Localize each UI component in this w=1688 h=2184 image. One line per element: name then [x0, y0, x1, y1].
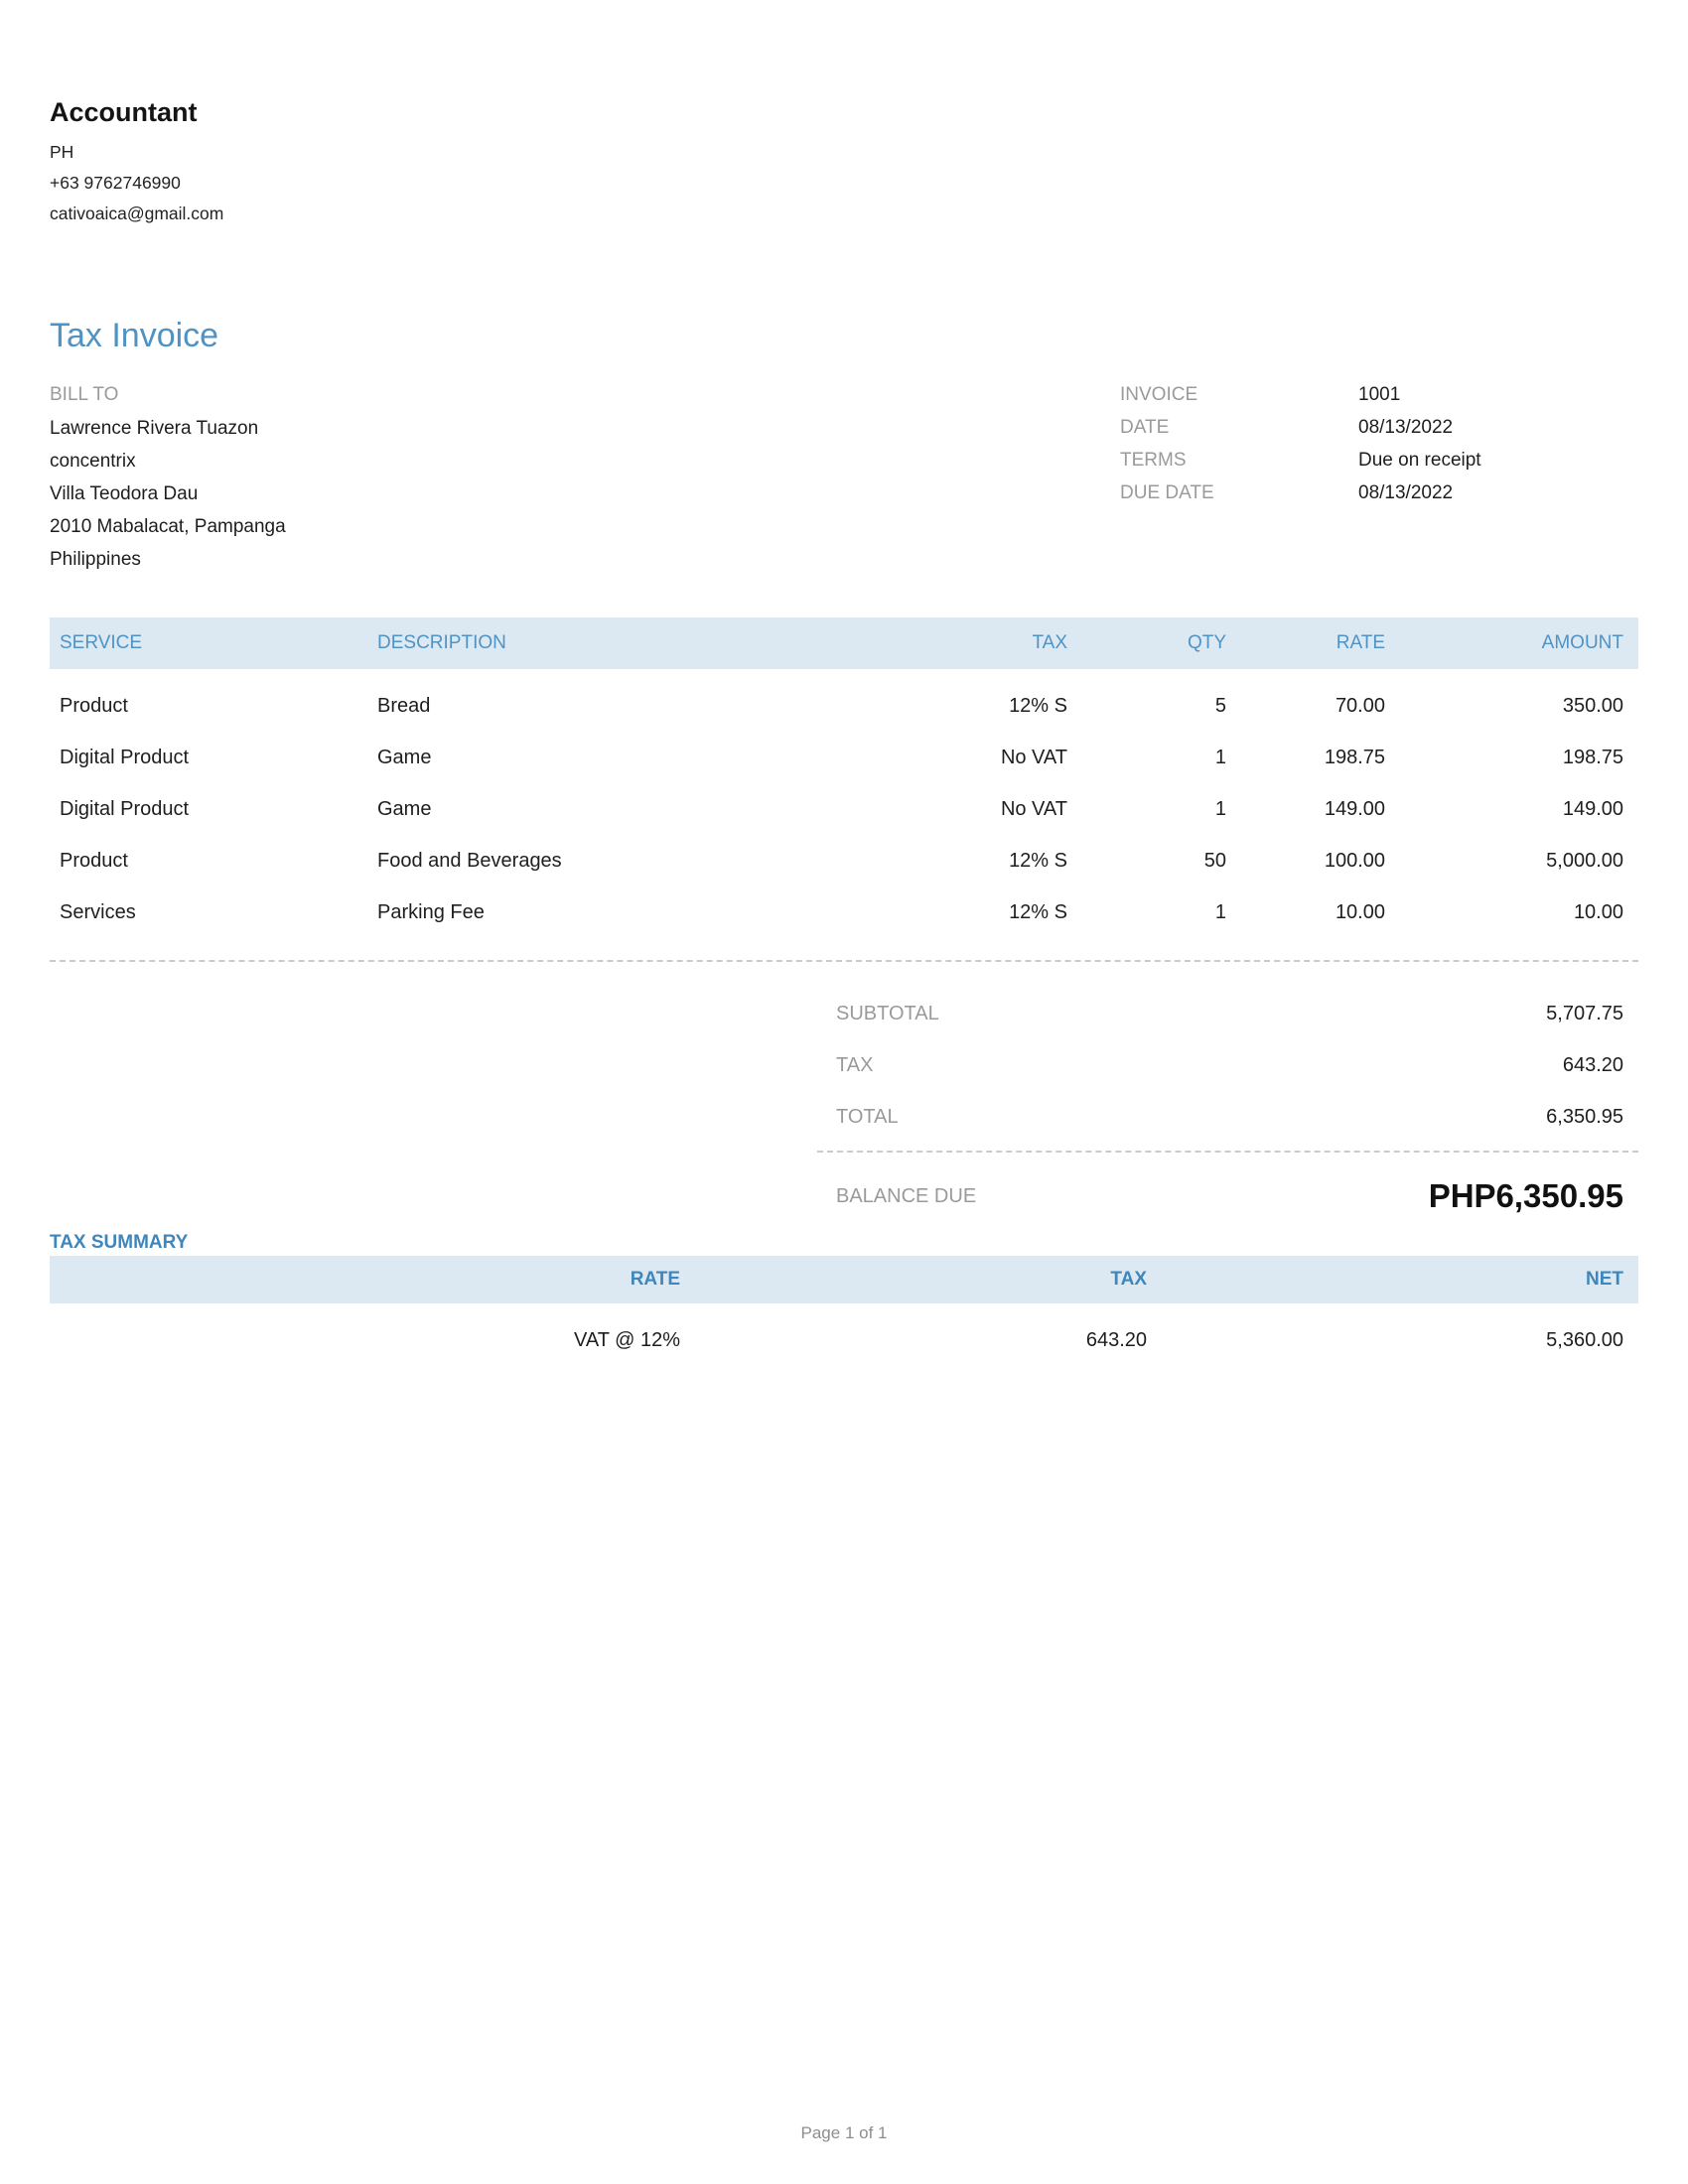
item-qty: 5	[1214, 694, 1226, 717]
column-header-description: DESCRIPTION	[377, 632, 506, 653]
item-description: Game	[377, 746, 432, 768]
bill-to-street: Villa Teodora Dau	[50, 483, 199, 504]
item-service: Digital Product	[60, 797, 190, 820]
invoice-number-label: INVOICE	[1120, 384, 1198, 405]
item-qty: 1	[1214, 746, 1226, 768]
bill-to-name: Lawrence Rivera Tuazon	[50, 418, 259, 439]
item-service: Product	[60, 694, 128, 717]
invoice-meta-block	[1120, 378, 1638, 576]
company-country: PH	[50, 142, 74, 162]
bill-to-city: 2010 Mabalacat, Pampanga	[50, 516, 286, 537]
item-tax: 12% S	[1009, 694, 1067, 717]
summary-net-value: 5,360.00	[1546, 1328, 1623, 1351]
item-tax: No VAT	[1000, 746, 1067, 768]
item-service: Product	[60, 849, 128, 872]
table-row	[50, 887, 1638, 938]
company-email: cativoaica@gmail.com	[50, 204, 224, 223]
table-row	[50, 783, 1638, 835]
summary-header-tax: TAX	[1110, 1269, 1147, 1290]
column-header-rate: RATE	[1336, 632, 1385, 653]
item-amount: 5,000.00	[1546, 849, 1623, 872]
items-divider	[50, 960, 1638, 962]
tax-value: 643.20	[1562, 1053, 1623, 1076]
item-amount: 198.75	[1562, 746, 1623, 768]
tax-summary-header-row	[50, 1256, 1638, 1303]
item-rate: 10.00	[1335, 900, 1385, 923]
item-qty: 50	[1203, 849, 1226, 872]
bill-to-block	[50, 381, 1120, 576]
tax-summary-title: TAX SUMMARY	[50, 1232, 189, 1253]
balance-due-label: BALANCE DUE	[836, 1184, 977, 1207]
summary-header-rate: RATE	[630, 1269, 680, 1290]
item-description: Parking Fee	[377, 900, 485, 923]
meta-row-due-date	[1120, 477, 1638, 509]
summary-tax-value: 643.20	[1085, 1328, 1147, 1351]
company-name: Accountant	[50, 97, 198, 127]
item-service: Services	[60, 900, 136, 923]
item-rate: 149.00	[1324, 797, 1385, 820]
company-header	[50, 95, 1638, 229]
balance-due-row	[836, 1166, 1638, 1226]
item-rate: 100.00	[1324, 849, 1385, 872]
page-footer: Page 1 of 1	[800, 2123, 888, 2142]
table-row	[50, 835, 1638, 887]
item-rate: 198.75	[1324, 746, 1385, 768]
totals-section	[50, 988, 1638, 1143]
total-value: 6,350.95	[1546, 1105, 1623, 1128]
table-row	[50, 680, 1638, 732]
item-service: Digital Product	[60, 746, 190, 768]
invoice-number-value: 1001	[1358, 384, 1401, 405]
invoice-due-date-label: DUE DATE	[1120, 482, 1214, 503]
item-qty: 1	[1214, 900, 1226, 923]
bill-to-label: BILL TO	[50, 384, 119, 405]
table-row	[50, 732, 1638, 783]
item-description: Game	[377, 797, 432, 820]
bill-to-company: concentrix	[50, 451, 136, 472]
meta-row-date	[1120, 411, 1638, 444]
subtotal-value: 5,707.75	[1546, 1002, 1623, 1024]
column-header-tax: TAX	[1032, 632, 1067, 653]
item-amount: 10.00	[1573, 900, 1623, 923]
column-header-service: SERVICE	[60, 632, 143, 653]
column-header-qty: QTY	[1187, 632, 1226, 653]
column-header-amount: AMOUNT	[1541, 632, 1623, 653]
invoice-info-row	[50, 381, 1638, 576]
item-tax: 12% S	[1009, 900, 1067, 923]
meta-row-invoice	[1120, 378, 1638, 411]
tax-label: TAX	[836, 1053, 874, 1076]
invoice-date-label: DATE	[1120, 417, 1170, 438]
company-phone: +63 9762746990	[50, 173, 181, 193]
item-tax: No VAT	[1000, 797, 1067, 820]
summary-rate-value: VAT @ 12%	[573, 1328, 680, 1351]
meta-row-terms	[1120, 444, 1638, 477]
item-qty: 1	[1214, 797, 1226, 820]
item-rate: 70.00	[1335, 694, 1385, 717]
item-description: Food and Beverages	[377, 849, 562, 872]
bill-to-country: Philippines	[50, 549, 141, 570]
tax-row	[836, 1039, 1638, 1091]
invoice-terms-value: Due on receipt	[1358, 450, 1481, 471]
balance-due-value: PHP6,350.95	[1428, 1177, 1623, 1214]
invoice-due-date-value: 08/13/2022	[1358, 482, 1454, 503]
line-items-header-row	[50, 617, 1638, 669]
tax-summary-section	[50, 1230, 1638, 1366]
total-label: TOTAL	[836, 1105, 899, 1128]
subtotal-row	[836, 988, 1638, 1039]
tax-summary-data-row	[50, 1314, 1638, 1366]
document-title: Tax Invoice	[50, 317, 219, 354]
subtotal-label: SUBTOTAL	[836, 1002, 939, 1024]
balance-divider	[817, 1151, 1638, 1153]
invoice-date-value: 08/13/2022	[1358, 417, 1454, 438]
item-tax: 12% S	[1009, 849, 1067, 872]
invoice-terms-label: TERMS	[1120, 450, 1187, 471]
total-row	[836, 1091, 1638, 1143]
line-items-table	[50, 617, 1638, 938]
item-amount: 149.00	[1562, 797, 1623, 820]
summary-header-net: NET	[1586, 1269, 1623, 1290]
item-amount: 350.00	[1562, 694, 1623, 717]
line-items-body	[50, 669, 1638, 938]
item-description: Bread	[377, 694, 431, 717]
